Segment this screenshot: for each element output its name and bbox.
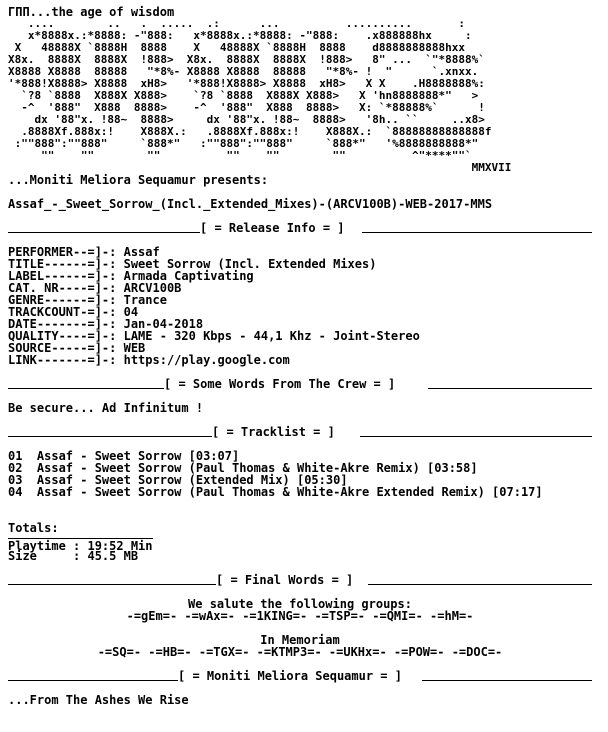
ascii-art-line: X8888 X8888 88888 "*8%- X8888 X8888 88888 "*8%- ! " `.xnxx. [8, 65, 479, 78]
salute-heading: We salute the following groups: [188, 597, 412, 611]
release-info-list [8, 246, 608, 366]
release-info-heading: [ = Release Info = ] [200, 221, 345, 235]
release-info-line: LABEL------=]-: Armada Captivating [8, 269, 254, 283]
release-info-line: TRACKCOUNT-=]-: 04 [8, 305, 139, 319]
ascii-art-line: x*8888x.:*8888: -"888: x*8888x.:*8888: -"888: .x888888hx : [8, 29, 472, 42]
ascii-art-line: .... .. . ..... .: ... .......... : [8, 17, 465, 30]
release-info-line: CAT. NR----=]-: ARCV100B [8, 281, 182, 295]
release-info-line: LINK-------=]-: https://play.google.com [8, 353, 290, 367]
release-info-line: SOURCE-----=]-: WEB [8, 341, 146, 355]
closing-line: ...From The Ashes We Rise [8, 693, 189, 707]
ascii-logo [8, 18, 608, 174]
track-line: 04 Assaf - Sweet Sorrow (Paul Thomas & White-Akre Extended Remix) [07:17] [8, 485, 543, 499]
memoriam-heading: In Memoriam [260, 633, 340, 647]
ascii-art-line: "" "" "" "" "" "" ^"****""` [8, 149, 472, 162]
group-divider [8, 670, 592, 682]
tracklist-divider [8, 426, 592, 438]
release-info-line: DATE-------=]-: Jan-04-2018 [8, 317, 204, 331]
totals-playtime: Playtime : 19:52 Min [8, 539, 153, 553]
ascii-art-line: .8888Xf.888x:! X888X.: .8888Xf.888x:! X888X.: `88888888888888f [8, 125, 492, 138]
totals-heading: Totals: [8, 521, 59, 535]
crew-words-heading: [ = Some Words From The Crew = ] [164, 377, 396, 391]
ascii-art-line: -^ '888" X888 8888> -^ '888" X888 8888> X: `*88888%` ! [8, 101, 485, 114]
group-heading: [ = Moniti Meliora Sequamur = ] [178, 669, 402, 683]
track-line: 02 Assaf - Sweet Sorrow (Paul Thomas & White-Akre Remix) [03:58] [8, 461, 478, 475]
crew-words-divider [8, 378, 592, 390]
ascii-art-line: '*888!X8888> X8888 xH8> '*888!X8888> X8888 xH8> X X .H8888888%: [8, 77, 485, 90]
ascii-art-line: X8x. 8888X 8888X !888> X8x. 8888X 8888X !888> 8" ... `"*8888%` [8, 53, 485, 66]
final-words-heading: [ = Final Words = ] [216, 573, 354, 587]
ascii-art-line: dx '88"x. !88~ 8888> dx '88"x. !88~ 8888> '8h.. `` ..x8> [8, 113, 485, 126]
crew-message: Be secure... Ad Infinitum ! [8, 401, 204, 415]
salute-groups: -=gEm=- -=wAx=- -=1KING=- -=TSP=- -=QMI=- -=hM=- [126, 609, 474, 623]
tracklist [8, 450, 608, 498]
release-info-line: GENRE------=]-: Trance [8, 293, 167, 307]
tagline: ΓΠΠ...the age of wisdom [8, 5, 175, 19]
final-words-divider [8, 574, 592, 586]
totals-size: Size : 45.5 MB [8, 549, 139, 563]
presents-line: ...Moniti Meliora Sequamur presents: [8, 173, 269, 187]
release-info-line: QUALITY----=]-: LAME - 320 Kbps - 44,1 Khz - Joint-Stereo [8, 329, 420, 343]
release-name: Assaf_-_Sweet_Sorrow_(Incl._Extended_Mixes)-(ARCV100B)-WEB-2017-MMS [8, 197, 493, 211]
ascii-art-line: :""888":""888" `888*" :""888":""888" `888*" '%8888888888*" [8, 137, 479, 150]
memoriam-groups: -=SQ=- -=HB=- -=TGX=- -=KTMP3=- -=UKHx=- -=POW=- -=DOC=- [97, 645, 503, 659]
track-line: 03 Assaf - Sweet Sorrow (Extended Mix) [05:30] [8, 473, 348, 487]
track-line: 01 Assaf - Sweet Sorrow [03:07] [8, 449, 240, 463]
ascii-art-line: MMXVII [8, 161, 512, 174]
ascii-art-line: X 48888X `8888H 8888 X 48888X `8888H 8888 d8888888888hxx [8, 41, 465, 54]
release-info-line: TITLE------=]-: Sweet Sorrow (Incl. Extended Mixes) [8, 257, 377, 271]
ascii-art-line: `?8 `8888 X888X X888> `?8 `8888 X888X X888> X 'hn8888888*" > [8, 89, 479, 102]
release-info-line: PERFORMER--=]-: Assaf [8, 245, 160, 259]
release-info-divider [8, 222, 592, 234]
tracklist-heading: [ = Tracklist = ] [212, 425, 335, 439]
